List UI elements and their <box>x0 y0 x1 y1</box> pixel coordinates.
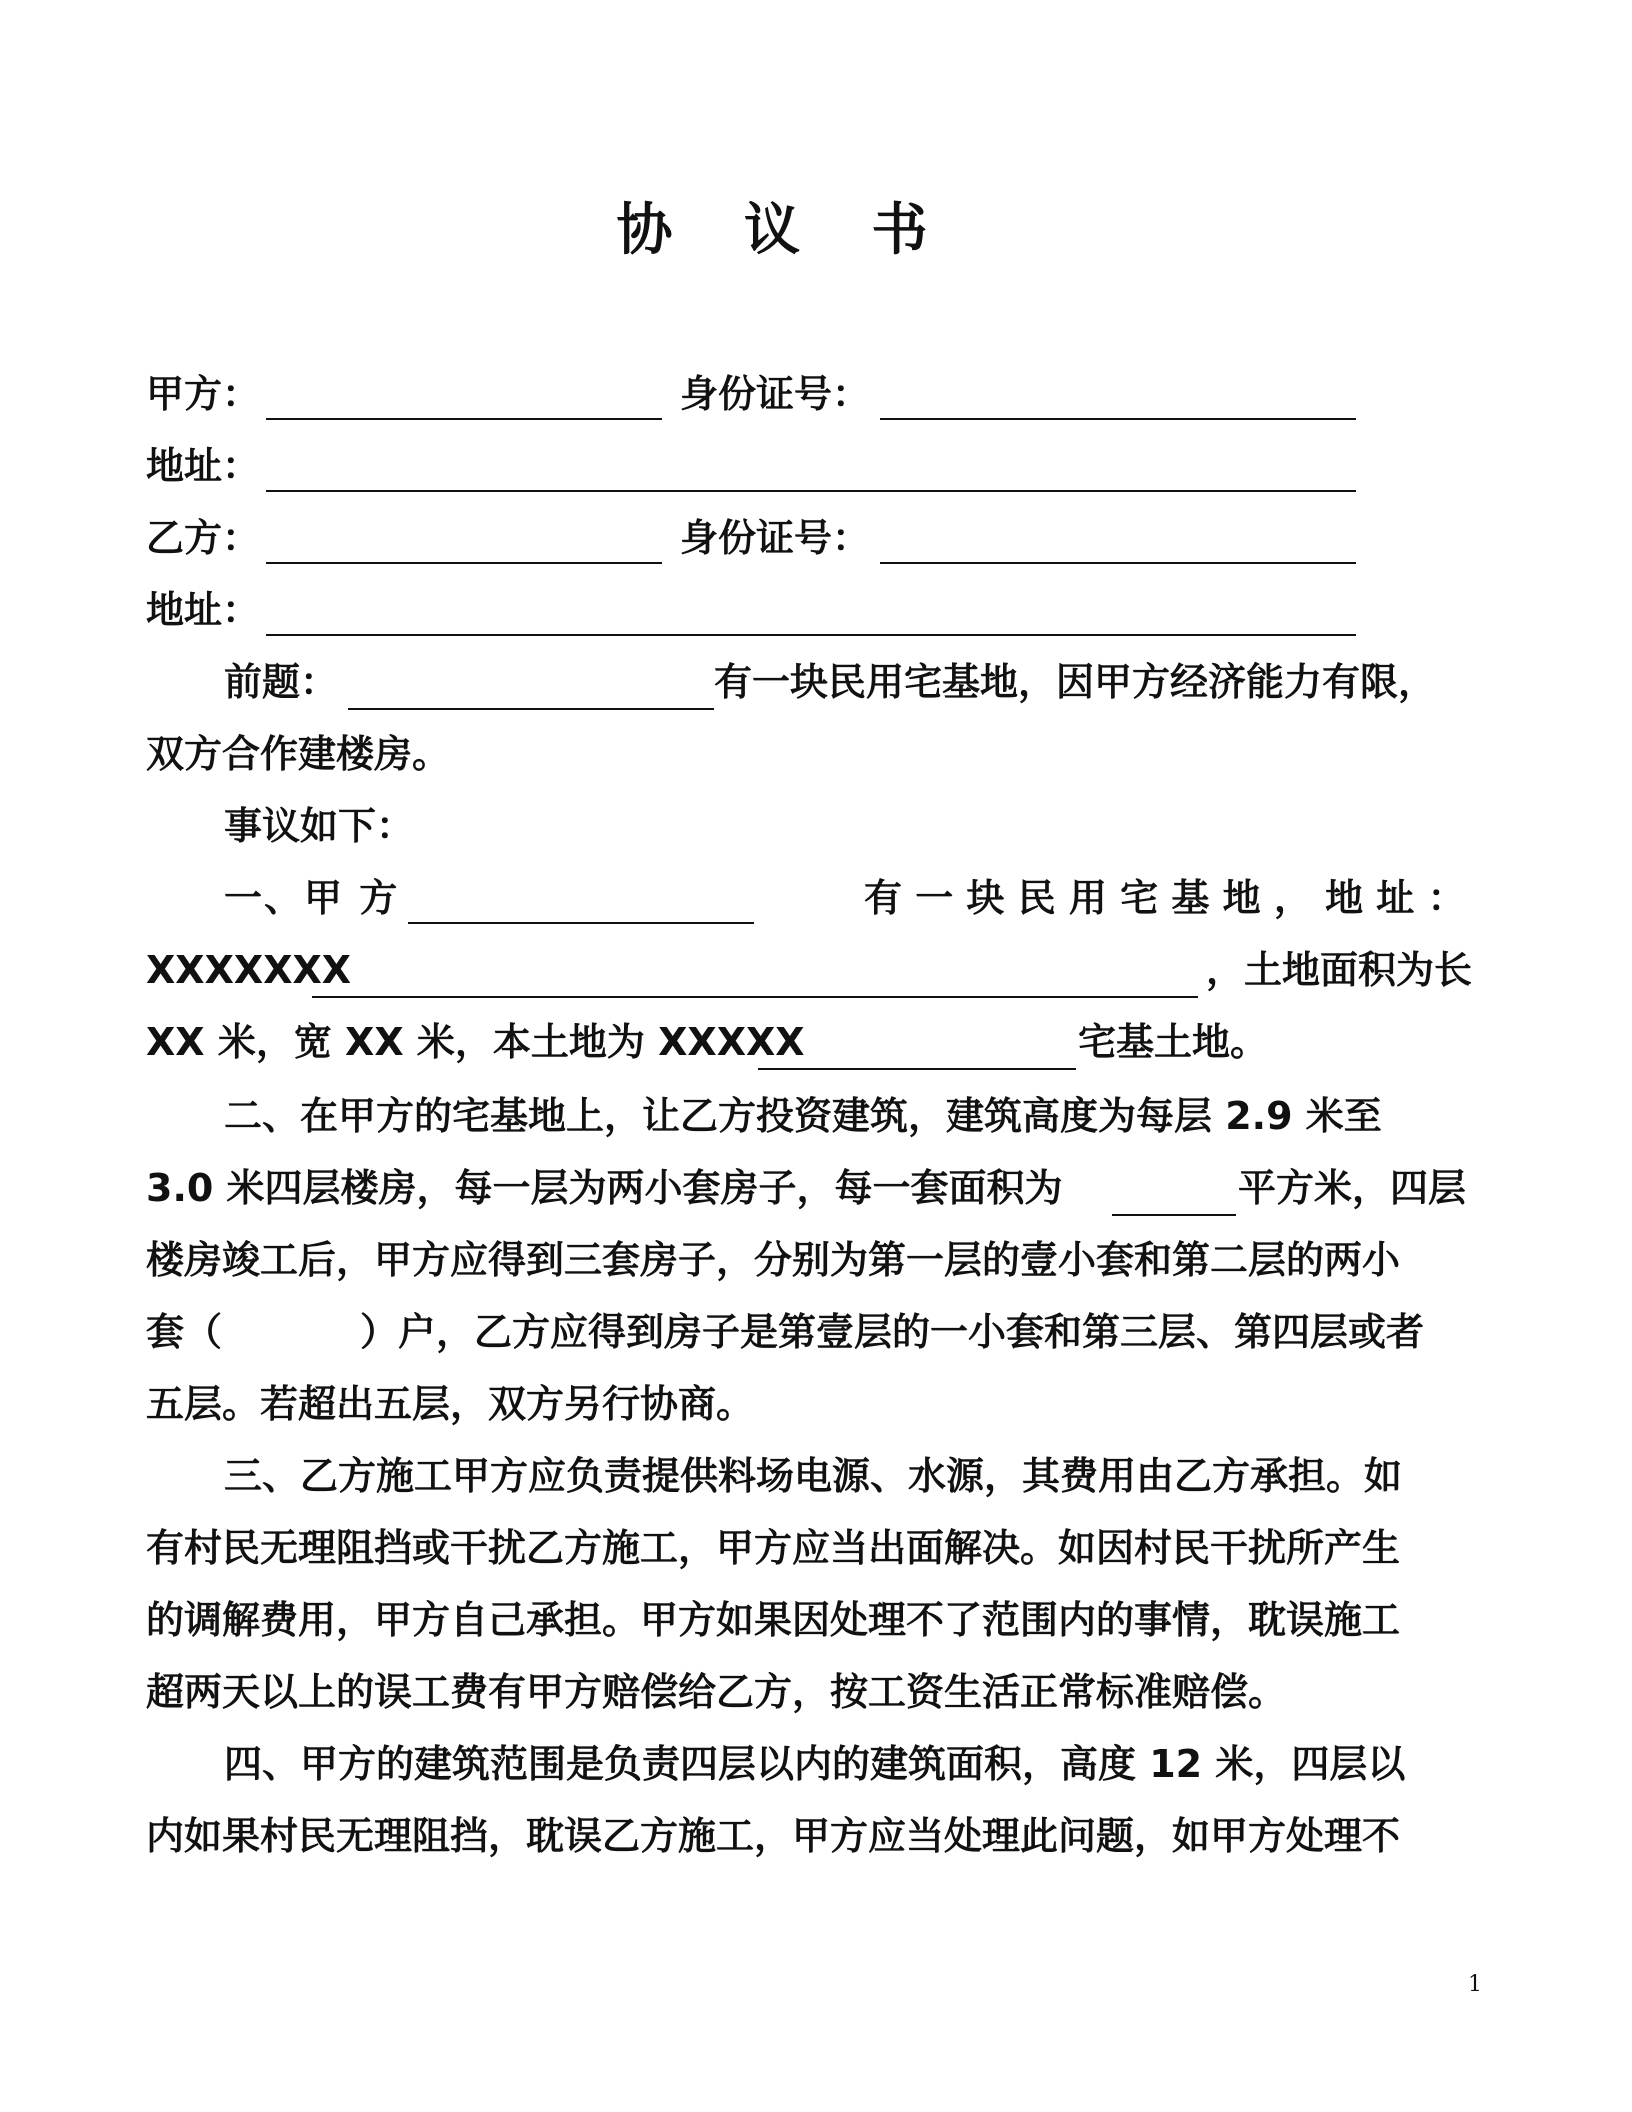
clause-4 <box>146 1728 1486 1872</box>
agreed-heading <box>146 790 1486 862</box>
party-b-address-label: 地址： <box>146 588 261 632</box>
clause-2-line-5: 五层。若超出五层，双方另行协商。 <box>146 1382 755 1426</box>
preamble-paragraph <box>146 646 1486 796</box>
party-a-id-blank[interactable] <box>880 418 1356 420</box>
preamble-line-2: 双方合作建楼房。 <box>146 732 451 776</box>
party-b-name-blank[interactable] <box>266 562 662 564</box>
clause-1-line-3-end: 宅基土地。 <box>1078 1020 1269 1064</box>
clause-2-line-4-start: 套（ <box>146 1310 223 1354</box>
document-title: 协 议 书 <box>616 198 954 263</box>
clause-4-line-1: 四、甲方的建筑范围是负责四层以内的建筑面积，高度 12 米，四层以 <box>224 1742 1406 1786</box>
preamble-label: 前题： <box>224 660 339 704</box>
clause-1-line-3-start: XX 米，宽 XX 米，本土地为 XXXXX <box>146 1020 805 1064</box>
clause-2-line-2-end: 平方米，四层 <box>1238 1166 1467 1210</box>
party-a-name-blank[interactable] <box>266 418 662 420</box>
preamble-blank[interactable] <box>348 708 714 710</box>
clause-2-area-blank[interactable] <box>1112 1214 1236 1216</box>
clause-1-address-blank[interactable] <box>312 996 1198 998</box>
clause-4-line-2: 内如果村民无理阻挡，耽误乙方施工，甲方应当处理此问题，如甲方处理不 <box>146 1814 1401 1858</box>
clause-3-line-3: 的调解费用，甲方自己承担。甲方如果因处理不了范围内的事情，耽误施工 <box>146 1598 1401 1642</box>
party-a-address-blank[interactable] <box>266 490 1356 492</box>
preamble-text: 有一块民用宅基地，因甲方经济能力有限， <box>714 660 1437 704</box>
clause-1-line-1-start: 一、甲 方 <box>224 876 400 920</box>
clause-2-line-2-start: 3.0 米四层楼房，每一层为两小套房子，每一套面积为 <box>146 1166 1063 1210</box>
clause-2 <box>146 1080 1486 1440</box>
clause-1-line-2-end: ，土地面积为长 <box>1206 948 1473 992</box>
party-a-label: 甲方： <box>146 372 261 416</box>
clause-3-line-4: 超两天以上的误工费有甲方赔偿给乙方，按工资生活正常标准赔偿。 <box>146 1670 1287 1714</box>
party-b-label: 乙方： <box>146 516 261 560</box>
party-b-id-blank[interactable] <box>880 562 1356 564</box>
clause-1-line-1-end: 有 一 块 民 用 宅 基 地 ， 地 址 ： <box>864 876 1466 920</box>
clause-3-line-2: 有村民无理阻挡或干扰乙方施工，甲方应当出面解决。如因村民干扰所产生 <box>146 1526 1401 1570</box>
clause-2-line-4-end: ）户，乙方应得到房子是第壹层的一小套和第三层、第四层或者 <box>360 1310 1425 1354</box>
clause-1-line-2-start: XXXXXXX <box>146 948 352 992</box>
clause-3 <box>146 1440 1486 1728</box>
clause-2-line-3: 楼房竣工后，甲方应得到三套房子，分别为第一层的壹小套和第二层的两小 <box>146 1238 1401 1282</box>
agreed-text: 事议如下： <box>224 804 415 848</box>
clause-1-type-blank[interactable] <box>758 1068 1076 1070</box>
clause-1 <box>146 862 1486 1078</box>
party-a-address-label: 地址： <box>146 444 261 488</box>
party-a-id-label: 身份证号： <box>680 372 871 416</box>
clause-1-owner-blank[interactable] <box>408 922 754 924</box>
clause-2-line-1: 二、在甲方的宅基地上，让乙方投资建筑，建筑高度为每层 2.9 米至 <box>224 1094 1382 1138</box>
clause-3-line-1: 三、乙方施工甲方应负责提供料场电源、水源，其费用由乙方承担。如 <box>224 1454 1403 1498</box>
party-b-id-label: 身份证号： <box>680 516 871 560</box>
page-number: 1 <box>1468 1972 1482 1997</box>
party-b-address-blank[interactable] <box>266 634 1356 636</box>
